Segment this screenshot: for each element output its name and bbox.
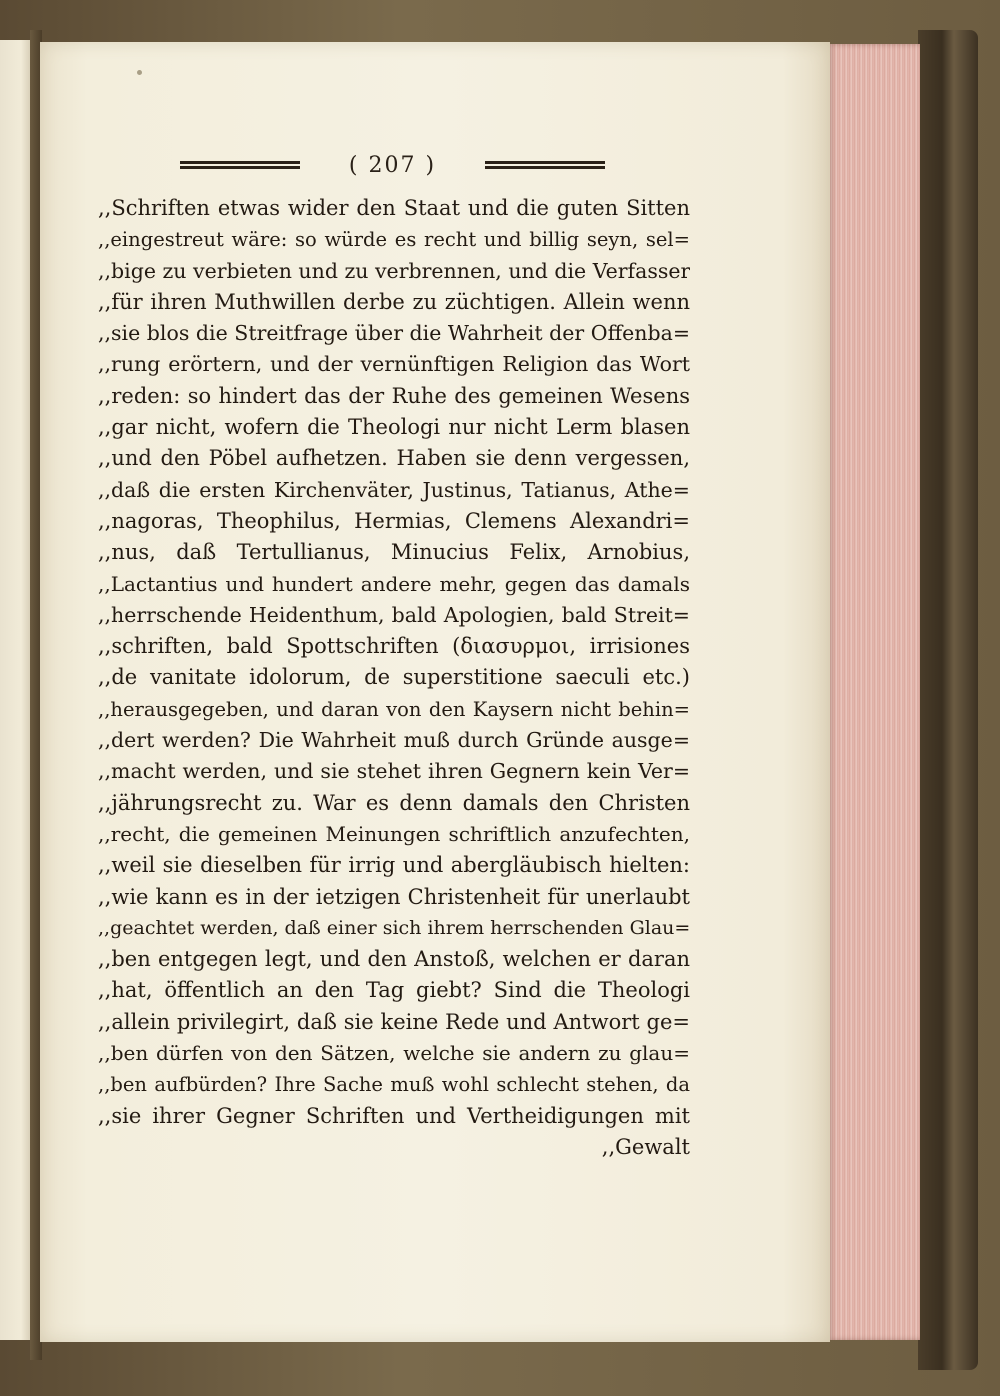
text-line: ,,bige zu verbieten und zu verbrennen, und die Verfasser bbox=[98, 258, 690, 283]
header-rule-right bbox=[485, 161, 605, 169]
text-line: ,,reden: so hindert das der Ruhe des gemeinen Wesens bbox=[98, 383, 690, 408]
text-line: ,,Schriften etwas wider den Staat und die guten Sitten bbox=[98, 196, 690, 220]
page-number: ( 207 ) bbox=[348, 152, 437, 178]
text-line: ,,sie ihrer Gegner Schriften und Vertheidigungen mit bbox=[98, 1103, 690, 1128]
text-line: ,,gar nicht, wofern die Theologi nur nicht Lerm blasen bbox=[98, 415, 690, 440]
text-line: ,,schriften, bald Spottschriften (διασυρμοι, irrisiones bbox=[98, 634, 690, 659]
text-line: ,,und den Pöbel aufhetzen. Haben sie denn vergessen, bbox=[98, 446, 690, 471]
paper-spot bbox=[137, 70, 142, 75]
text-line: ,,ben aufbürden? Ihre Sache muß wohl schlecht stehen, da bbox=[98, 1073, 690, 1097]
text-line: ,,nus, daß Tertullianus, Minucius Felix, Arnobius, bbox=[98, 540, 690, 565]
text-line: ,,geachtet werden, daß einer sich ihrem herrschenden Glau= bbox=[98, 916, 690, 939]
text-line: ,,allein privilegirt, daß sie keine Rede und Antwort ge= bbox=[98, 1009, 690, 1034]
text-line: ,,dert werden? Die Wahrheit muß durch Gründe ausge= bbox=[98, 728, 690, 753]
text-line: ,,weil sie dieselben für irrig und abergläubisch hielten: bbox=[98, 853, 690, 878]
text-line: ,,herrschende Heidenthum, bald Apologien, bald Streit= bbox=[98, 602, 690, 627]
text-line: ,,sie blos die Streitfrage über die Wahrheit der Offenba= bbox=[98, 321, 690, 346]
catchword: ,,Gewalt bbox=[601, 1134, 690, 1159]
text-line: ,,eingestreut wäre: so würde es recht und billig seyn, sel= bbox=[98, 228, 690, 252]
page-header bbox=[180, 150, 605, 180]
text-line: ,,nagoras, Theophilus, Hermias, Clemens Alexandri= bbox=[98, 508, 690, 533]
text-line: ,,macht werden, und sie stehet ihren Gegnern kein Ver= bbox=[98, 759, 690, 784]
text-line: ,,Lactantius und hundert andere mehr, gegen das damals bbox=[98, 571, 690, 596]
book-cover-edge bbox=[918, 30, 978, 1370]
text-line: ,,rung erörtern, und der vernünftigen Religion das Wort bbox=[98, 352, 690, 377]
text-line: ,,jährungsrecht zu. War es denn damals den Christen bbox=[98, 790, 690, 815]
text-line: ,,herausgegeben, und daran von den Kaysern nicht behin= bbox=[98, 697, 690, 721]
body-text bbox=[98, 193, 690, 1163]
text-line: ,,ben dürfen von den Sätzen, welche sie andern zu glau= bbox=[98, 1041, 690, 1066]
text-line: ,,de vanitate idolorum, de superstitione saeculi etc.) bbox=[98, 665, 690, 690]
text-line: ,,wie kann es in der ietzigen Christenheit für unerlaubt bbox=[98, 884, 690, 909]
text-line: ,,hat, öffentlich an den Tag giebt? Sind die Theologi bbox=[98, 978, 690, 1003]
facing-page-edge bbox=[0, 40, 31, 1340]
text-line: ,,daß die ersten Kirchenväter, Justinus, Tatianus, Athe= bbox=[98, 477, 690, 502]
text-line: ,,für ihren Muthwillen derbe zu züchtigen. Allein wenn bbox=[98, 289, 690, 314]
page-block-edges bbox=[828, 44, 920, 1340]
text-line: ,,ben entgegen legt, und den Anstoß, welchen er daran bbox=[98, 947, 690, 972]
header-rule-left bbox=[180, 161, 300, 169]
text-line: ,,recht, die gemeinen Meinungen schriftlich anzufechten, bbox=[98, 821, 690, 846]
